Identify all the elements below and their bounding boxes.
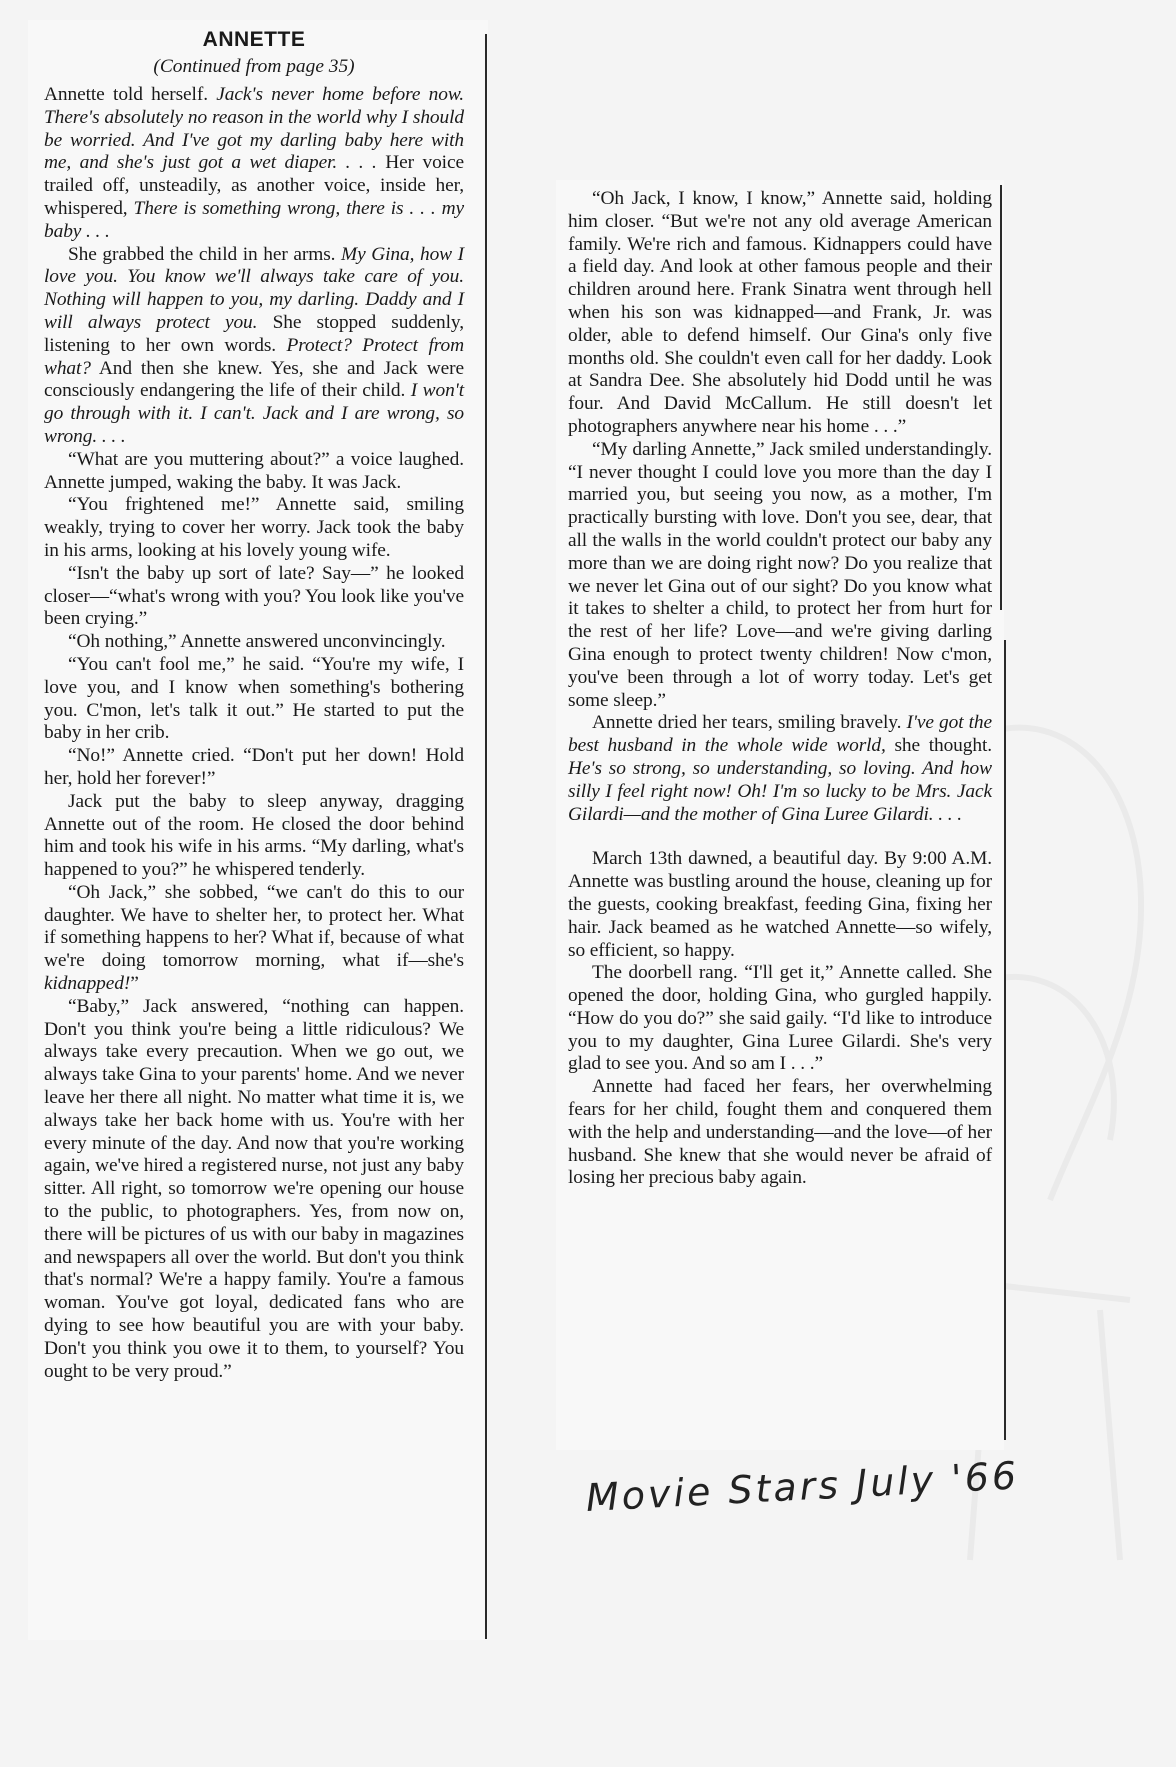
text-run: Annette dried her tears, smiling bravely. [592,712,907,734]
paragraph [568,848,992,962]
handwritten-note: Movie Stars July '66 [584,1453,1021,1520]
text-run: ” [130,973,139,995]
paragraph [44,996,464,1384]
text-run: “You frightened me!” Annette said, smiling weakly, trying to cover her worry. Jack took the baby in his arms, looking at his lovely young wife. [44,494,464,561]
italic-text: My Gina, how I love you. You know we'll always take care of you. Nothing will happen to you, my darling. Daddy and I will always protect you. [44,243,464,333]
right-text-column [568,188,992,1190]
italic-text: I won't go through with it. I can't. Jack and I are wrong, so wrong. . . . [44,380,464,447]
column-divider-right-top [1000,185,1002,610]
text-run: March 13th dawned, a beautiful day. By 9:00 A.M. Annette was bustling around the house, cleaning up for the guests, cooking breakfast, feeding Gina, fixing her hair. Jack beamed as he watched Annette—so wifely, so efficient, so happy. [568,848,992,961]
paragraph [44,791,464,882]
text-run: The doorbell rang. “I'll get it,” Annette called. She opened the door, holding Gina, who gurgled happily. “How do you do?” she said gaily. “I'd like to introduce you to my daughter, Gina Luree Gilardi. She's very glad to see you. And so am I . . .” [568,962,992,1075]
text-run: “No!” Annette cried. “Don't put her down! Hold her, hold her forever!” [44,745,464,789]
text-run: she thought. [885,735,992,757]
paragraph [44,449,464,495]
paragraph [44,745,464,791]
paragraph [44,654,464,745]
italic-text: kidnapped! [44,973,131,995]
text-run: Annette had faced her fears, her overwhelming fears for her child, fought them and conquered them with the help and understanding—and the love—of her husband. She knew that she would never be afraid of losing her precious baby again. [568,1076,992,1189]
italic-text: Protect? Protect from what? [44,334,464,379]
italic-text: There is something wrong, there is . . . my baby . . . [44,197,464,242]
paragraph [568,439,992,713]
text-run: “Oh nothing,” Annette answered unconvincingly. [68,631,446,653]
text-run: “Baby,” Jack answered, “nothing can happen. Don't you think you're being a little ridiculous? We always take every precaution. When we go out, we always take Gina to your parents' home. And we never leave her there all night. No matter what time it is, we always take her back home with us. You're with her every minute of the day. And now that you're working again, we've hired a registered nurse, not just any baby sitter. All right, so tomorrow we're opening our house to the public, to photographers. Yes, from now on, there will be pictures of us with our baby in magazines and newspapers all over the world. But don't you think that's normal? We're a happy family. You're a famous woman. You've got loyal, dedicated fans who are dying to see how beautiful you are with your baby. Don't you think you owe it to them, to yourself? You ought to be very proud.” [44,995,464,1382]
text-run: Her voice trailed off, unsteadily, as another voice, inside her, whispered, [44,152,464,219]
paragraph [568,188,992,439]
left-text-column [44,84,464,1383]
italic-text: I've got the best husband in the whole wide world, [568,712,993,757]
text-run: She grabbed the child in her arms. [68,243,342,265]
text-run: “You can't fool me,” he said. “You're my wife, I love you, and I know when something's bothering you. C'mon, let's talk it out.” He started to put the baby in her crib. [44,653,464,744]
article-headline: ANNETTE [202,28,306,51]
paragraph [568,1076,992,1190]
text-run: “Isn't the baby up sort of late? Say—” he looked closer—“what's wrong with you? You look like you've been crying.” [44,562,464,630]
italic-text: He's so strong, so understanding, so loving. And how silly I feel right now! Oh! I'm so lucky to be Mrs. Jack Gilardi—and the mother of Gina Luree Gilardi. . . . [568,757,992,825]
paragraph [44,563,464,631]
paragraph [568,962,992,1076]
paragraph [44,494,464,562]
text-run: “Oh Jack,” she sobbed, “we can't do this to our daughter. We have to shelter her, to protect her. What if something happens to her? What if, because of what we're doing tomorrow morning, what if—she's [44,881,464,972]
text-run: “Oh Jack, I know, I know,” Annette said, holding him closer. “But we're not any old average American family. We're rich and famous. Kidnappers could have a field day. And look at other famous people and their children around here. Frank Sinatra went through hell when his son was kidnapped—and Frank, Jr. was older, able to defend himself. Our Gina's only five months old. She couldn't even call for her daddy. Look at Sandra Dee. She absolutely hid Dodd until he was four. And David McCallum. He still doesn't let photographers anywhere near his home . . .” [568,188,992,437]
text-run: “What are you muttering about?” a voice laughed. Annette jumped, waking the baby. It was Jack. [44,448,464,493]
text-run: She stopped suddenly, listening to her own words. [44,311,465,356]
column-divider-right-bottom [1004,640,1006,1440]
text-run: Jack put the baby to sleep anyway, dragging Annette out of the room. He closed the door behind him and took his wife in his arms. “My darling, what's happened to you?” he whispered tenderly. [44,790,464,881]
text-run: “My darling Annette,” Jack smiled understandingly. “I never thought I could love you more than the day I married you, but seeing you now, as a mother, I'm practically bursting with love. Don't you see, dear, that all the walls in the world couldn't protect our baby any more than we are doing right now? Do you realize that we never let Gina out of our sight? Do you know what it takes to shelter a child, to protect her from hurt for the rest of her life? Love—and we're giving darling Gina enough to protect twenty children! Now c'mon, you've been through a lot of worry today. Let's get some sleep.” [568,438,992,711]
column-divider-left [485,34,487,1639]
paragraph [44,84,464,244]
text-run: And then she knew. Yes, she and Jack were consciously endangering the life of their child. [44,357,464,402]
paragraph [44,882,464,996]
paragraph [568,712,992,826]
paragraph [44,631,464,654]
continued-from-note: (Continued from page 35) [153,56,355,77]
paragraph [44,244,464,449]
text-run: Annette told herself. [44,84,217,105]
italic-text: Jack's never home before now. There's absolutely no reason in the world why I should be worried. And I've got my darling baby here with me, and she's just got a wet diaper. . . . [44,84,464,174]
